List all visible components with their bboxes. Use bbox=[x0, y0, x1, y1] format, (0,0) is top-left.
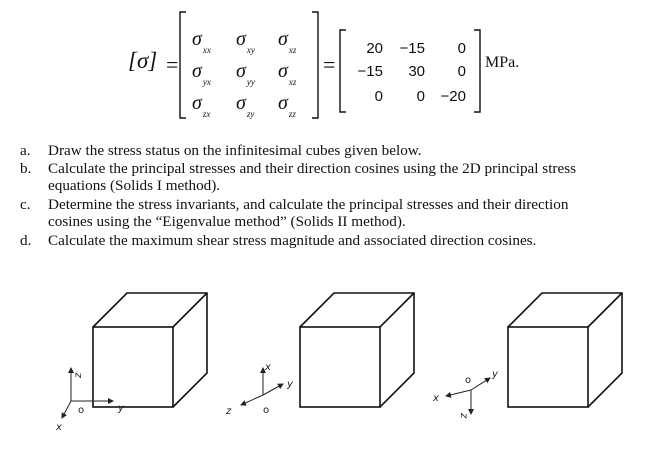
sigma-zy: $\sigma_{zy}$ bbox=[236, 92, 255, 119]
equals-sign-2: = bbox=[323, 52, 336, 77]
sigma-yy: $\sigma_{yy}$ bbox=[236, 60, 255, 87]
value-r3c3: −20 bbox=[440, 88, 466, 105]
axis-3-right-label: y bbox=[492, 369, 498, 380]
sigma-yx: $\sigma_{yx}$ bbox=[192, 60, 211, 87]
axis-1-up-label: z bbox=[73, 372, 84, 378]
sigma-yz: $\sigma_{xz}$ bbox=[278, 60, 297, 87]
cube-2 bbox=[300, 293, 414, 407]
axis-2-up-label: x bbox=[265, 362, 271, 373]
value-r2c3: 0 bbox=[457, 63, 466, 80]
value-r2c2: 30 bbox=[408, 63, 425, 80]
axis-1-down-label: x bbox=[56, 422, 62, 433]
equals-sign-1: = bbox=[166, 52, 179, 77]
value-r1c2: −15 bbox=[399, 40, 425, 57]
value-r3c2: 0 bbox=[416, 88, 425, 105]
question-d: d. Calculate the maximum shear stress magnitude and associated direction cosines. bbox=[20, 232, 537, 249]
sigma-zx: $\sigma_{zx}$ bbox=[192, 92, 211, 119]
axis-3-down-label: z bbox=[458, 413, 469, 419]
question-b: b. Calculate the principal stresses and their direction cosines using the 2D principal stress bbox=[20, 160, 577, 177]
sigma-xz: $\sigma_{xz}$ bbox=[278, 28, 297, 55]
axes-2 bbox=[241, 368, 283, 405]
question-c-cont: cosines using the “Eigenvalue method” (Solids II method). bbox=[48, 213, 406, 230]
axis-3-left-label: x bbox=[433, 393, 439, 404]
axis-3-origin: o bbox=[465, 375, 472, 386]
sigma-xx: $\sigma_{xx}$ bbox=[192, 28, 211, 55]
stress-tensor-symbol: [σ] bbox=[128, 48, 158, 73]
axis-1-right-label: y bbox=[118, 403, 124, 414]
value-r3c1: 0 bbox=[374, 88, 383, 105]
value-r1c1: 20 bbox=[366, 40, 383, 57]
unit-label: MPa. bbox=[485, 54, 520, 71]
value-r1c3: 0 bbox=[457, 40, 466, 57]
sigma-zz: $\sigma_{zz}$ bbox=[278, 92, 296, 119]
axis-2-right-label: y bbox=[287, 379, 293, 390]
axis-1-origin: o bbox=[78, 405, 85, 416]
question-c: c. Determine the stress invariants, and calculate the principal stresses and their direction bbox=[20, 196, 569, 213]
question-a: a. Draw the stress status on the infinitesimal cubes given below. bbox=[20, 142, 422, 159]
cube-3 bbox=[508, 293, 622, 407]
value-r2c1: −15 bbox=[357, 63, 383, 80]
sigma-xy: $\sigma_{xy}$ bbox=[236, 28, 255, 55]
cube-1 bbox=[93, 293, 207, 407]
axis-2-left-label: z bbox=[226, 406, 232, 417]
axis-2-origin: o bbox=[263, 405, 270, 416]
question-b-cont: equations (Solids I method). bbox=[48, 177, 221, 194]
axes-1 bbox=[62, 368, 113, 418]
